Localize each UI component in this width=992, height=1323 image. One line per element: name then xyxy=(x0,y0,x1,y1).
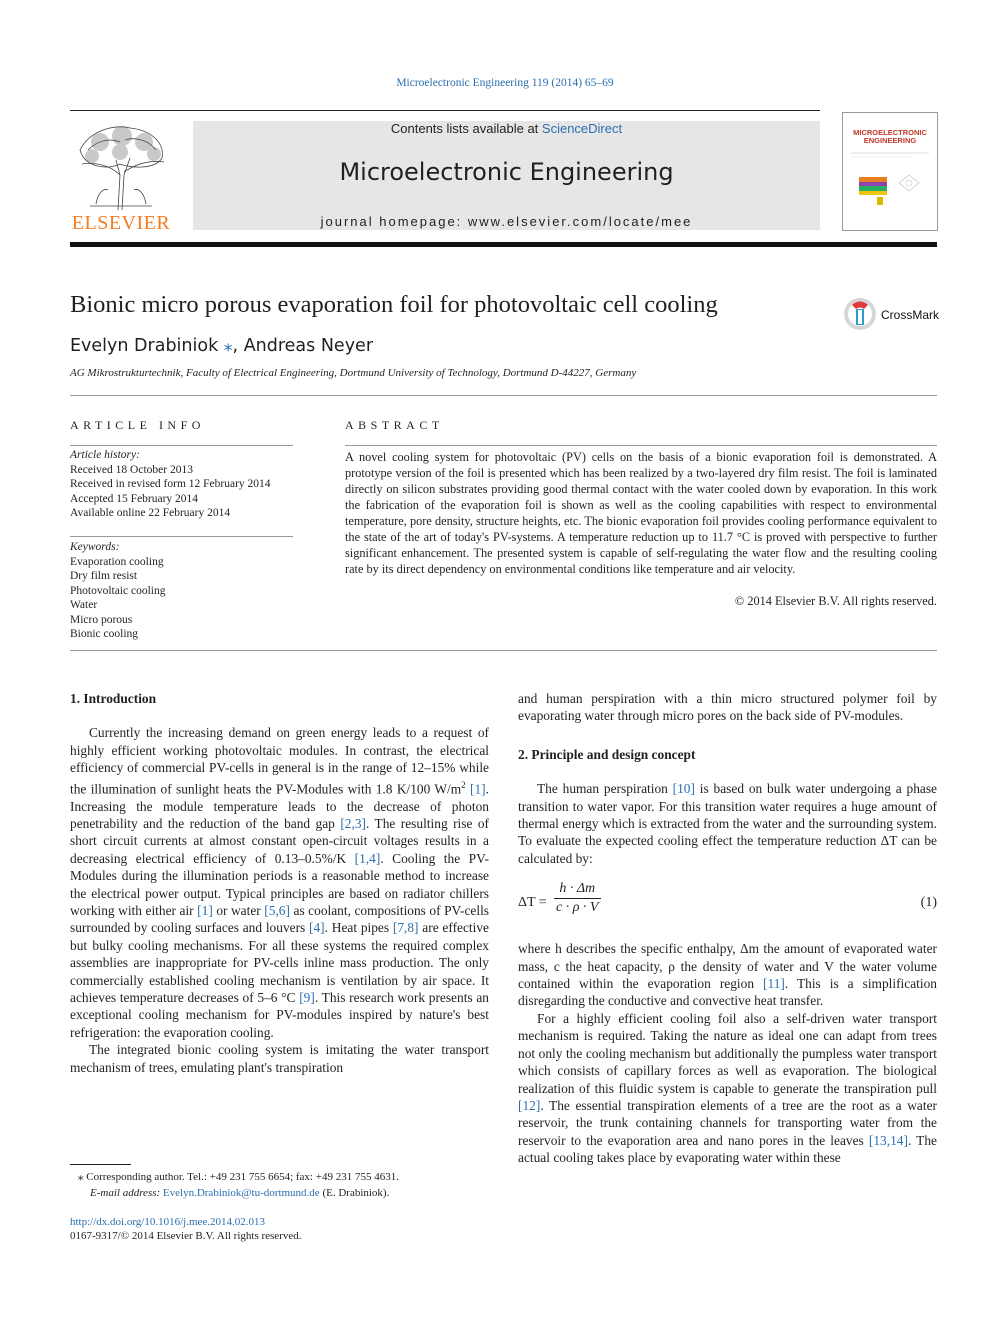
principle-text: is based on bulk water undergoing a phase transition to water vapor. For this transition water requires a huge amount of thermal energy which is extracted from the water and the surrounding system. To evaluate the expected cooling effect the temperature reduction ΔT can be calculated by: xyxy=(518,781,937,866)
keywords-label: Keywords: xyxy=(70,541,120,553)
abstract-text: A novel cooling system for photovoltaic (PV) cells on the basis of a bionic evaporation foil is demonstrated. A prototype version of the foil is presented which has been realized by a two-layered dry film resist. The foil is laminated directly on silicon substrates providing good thermal contact with the water cooled down by evaporation. In this work the fabrication of the evaporation foil is shown as well as the cooling capabilities with respect to environmental temperature, pore density, structure heights, etc. The bionic evaporation foil provides cooling performance equivalent to the state of the art of today's PV-systems. A temperature reduction up to 11.7 °C is proved with perspective to further significant enhancement. The presented system is capable of self-regulating the water flow and the resulting cooling rate by its direct dependency on environmental conditions like temperature and air velocity. xyxy=(345,450,937,576)
corresponding-author-note xyxy=(70,1170,500,1186)
principle-text: . This is a simplification disregarding the conductive and convective heat transfer. xyxy=(518,976,937,1009)
contents-line xyxy=(193,121,820,136)
cover-title-line2: ENGINEERING xyxy=(863,136,917,145)
abstract-heading: ABSTRACT xyxy=(345,418,444,432)
crossmark-icon xyxy=(843,297,877,331)
body-left-column xyxy=(70,690,489,1076)
abstract-rule xyxy=(345,445,937,446)
intro-text: Currently the increasing demand on green energy leads to a request of highly efficient working photovoltaic modules. In contrast, the electrical efficiency of commercial PV-cells in general is in the range of 12–15% while the illumination of sunlight heats the PV-Modules with 1.8 K/100 W/m xyxy=(70,725,489,797)
history-online: Available online 22 February 2014 xyxy=(70,507,231,519)
citation-link[interactable]: [1] xyxy=(470,781,486,797)
author-separator: , xyxy=(232,336,244,356)
affiliation-rule xyxy=(70,395,937,396)
keyword-item: Dry film resist xyxy=(70,570,138,582)
article-title: Bionic micro porous evaporation foil for photovoltaic cell cooling xyxy=(70,291,718,318)
elsevier-logo[interactable] xyxy=(70,120,172,232)
footnote-mark: ⁎ xyxy=(78,1171,84,1183)
affiliation: AG Mikrostrukturtechnik, Faculty of Electrical Engineering, Dortmund University of Technology, Dortmund D-44227, Germany xyxy=(70,367,637,379)
crossmark-badge[interactable] xyxy=(843,297,943,333)
intro-paragraph-1 xyxy=(70,724,489,1041)
keyword-item: Water xyxy=(70,599,98,611)
contents-prefix: Contents lists available at xyxy=(390,121,542,136)
journal-cover-thumbnail[interactable] xyxy=(842,112,938,231)
abstract-bottom-rule xyxy=(70,650,937,651)
intro-text: . The resulting rise of short circuit currents at almost constant open-circuit voltages results in a decreasing electrical efficiency of 0.13–0.5%/K xyxy=(70,815,490,866)
journal-homepage-link[interactable]: journal homepage: www.elsevier.com/locate/mee xyxy=(320,214,693,229)
intro-text: . Heat pipes xyxy=(324,920,393,936)
journal-reference-link[interactable]: Microelectronic Engineering 119 (2014) 65–69 xyxy=(396,77,614,89)
masthead-bottom-rule xyxy=(70,242,937,247)
citation-link[interactable]: [5,6] xyxy=(264,902,290,918)
citation-link[interactable]: [7,8] xyxy=(392,920,419,936)
principle-paragraph-1 xyxy=(518,780,937,867)
equation-denominator: c · ρ · V xyxy=(556,899,599,915)
journal-masthead xyxy=(193,121,820,230)
article-history xyxy=(70,448,295,521)
equation-numerator: h · Δm xyxy=(554,880,601,898)
citation-link[interactable]: [11] xyxy=(763,976,785,992)
citation-link[interactable]: [4] xyxy=(309,920,325,936)
citation-link[interactable]: [9] xyxy=(299,989,315,1005)
intro-text: as coolant, compositions of PV-cells surrounded by cooling surfaces and louvers xyxy=(70,902,489,936)
header-rule xyxy=(70,110,820,111)
email-label: E-mail address: xyxy=(90,1186,163,1199)
principle-text: . The essential transpiration elements of a tree are the root as a water reservoir, the trunk containing channels for transporting water from the reservoir to the evaporation area and nano pores in the leaves xyxy=(518,1097,937,1148)
email-suffix: (E. Drabiniok). xyxy=(319,1186,390,1199)
elsevier-tree-icon xyxy=(70,120,172,212)
crossmark-label: CrossMark xyxy=(881,308,940,322)
citation-link[interactable]: [1,4] xyxy=(354,850,381,866)
keyword-item: Bionic cooling xyxy=(70,628,139,640)
abstract-copyright: © 2014 Elsevier B.V. All rights reserved. xyxy=(734,594,937,608)
principle-text: For a highly efficient cooling foil also a self-driven water transport mechanism is required. Taking the nature as ideal one can adapt from trees not only the cooling mechanism but additionally the pumpless water transport which consists of capillary forces as well as evaporation. The biological realization of this fluidic system is capable to generate the transpiration pull xyxy=(518,1010,937,1096)
footnote xyxy=(70,1170,500,1201)
intro-text: or water xyxy=(212,902,265,918)
email-line xyxy=(70,1186,500,1202)
equation-1 xyxy=(518,880,937,930)
article-info-heading: ARTICLE INFO xyxy=(70,418,205,432)
author-list xyxy=(70,336,373,356)
author-2: Andreas Neyer xyxy=(243,336,374,356)
citation-link[interactable]: [12] xyxy=(518,1097,541,1113)
citation-link[interactable]: [1] xyxy=(197,902,213,918)
cover-title-line1: MICROELECTRONIC xyxy=(853,128,927,137)
history-accepted: Accepted 15 February 2014 xyxy=(70,492,199,505)
sciencedirect-link[interactable]: ScienceDirect xyxy=(541,121,623,136)
issn-line: 0167-9317/© 2014 Elsevier B.V. All rights reserved. xyxy=(70,1230,302,1242)
body-right-column xyxy=(518,690,937,1167)
footnote-text: Corresponding author. Tel.: +49 231 755 6654; fax: +49 231 755 4631. xyxy=(83,1171,399,1183)
email-link[interactable]: Evelyn.Drabiniok@tu-dortmund.de xyxy=(162,1186,320,1199)
section-heading-introduction: 1. Introduction xyxy=(70,691,157,706)
principle-text: The human perspiration xyxy=(537,781,673,797)
keyword-item: Micro porous xyxy=(70,613,133,626)
author-1: Evelyn Drabiniok xyxy=(70,336,219,356)
intro-text: . Cooling the PV-Modules during the illumination periods is a reasonable method to increase the electrical power output. Typical principles are based on radiator chillers working with either air xyxy=(70,850,490,918)
history-revised: Received in revised form 12 February 2014 xyxy=(70,478,271,490)
cover-graphic-icon xyxy=(843,113,937,230)
principle-paragraph-3 xyxy=(518,1010,937,1167)
section-heading-principle: 2. Principle and design concept xyxy=(518,746,696,762)
elsevier-wordmark: ELSEVIER xyxy=(71,212,171,234)
intro-text: . Increasing the module temperature leads to the decrease of photon penetrability and the reduction of the band gap xyxy=(70,781,489,831)
intro-paragraph-2: The integrated bionic cooling system is imitating the water transport mechanism of trees, emulating plant's transpiration xyxy=(70,1042,489,1075)
citation-link[interactable]: [13,14] xyxy=(868,1132,908,1148)
intro-text: are effective but bulky cooling mechanisms. For all these systems the required complex assemblies are inappropriate for PV-cells inline mass production. The only commercially established cooling mechanism is ventilation by air space. It achieves temperature decreases of 5–6 °C xyxy=(70,920,489,1005)
equation-lhs: ΔT = xyxy=(518,895,547,911)
intro-paragraph-2-continued: and human perspiration with a thin micro structured polymer foil by evaporating water through micro pores on the back side of PV-modules. xyxy=(518,691,937,724)
doi-link[interactable]: http://dx.doi.org/10.1016/j.mee.2014.02.013 xyxy=(70,1216,266,1228)
principle-text: . The actual cooling takes place by evaporating water within these xyxy=(518,1132,937,1166)
article-info-rule xyxy=(70,445,293,446)
journal-title: Microelectronic Engineering xyxy=(339,158,674,186)
citation-link[interactable]: [10] xyxy=(672,781,695,797)
intro-text: . This research work presents an exceptional cooling mechanism for PV-modules inspired by nature's best refrigeration: the evaporation cooling. xyxy=(70,989,489,1040)
history-label: Article history: xyxy=(70,449,140,461)
corresponding-author-mark[interactable]: ⁎ xyxy=(223,336,233,356)
keywords xyxy=(70,540,295,642)
principle-paragraph-2 xyxy=(518,940,937,1010)
footnote-rule xyxy=(70,1164,131,1165)
citation-link[interactable]: [2,3] xyxy=(340,815,366,831)
equation-fraction xyxy=(554,880,601,916)
equation-number: (1) xyxy=(920,895,937,911)
keyword-item: Photovoltaic cooling xyxy=(70,584,166,597)
history-received: Received 18 October 2013 xyxy=(70,463,193,476)
keyword-item: Evaporation cooling xyxy=(70,555,164,568)
keywords-rule xyxy=(70,536,293,537)
superscript: 2 xyxy=(461,779,466,790)
principle-text: where h describes the specific enthalpy, Δm the amount of evaporated water mass, c the heat capacity, ρ the density of water and V the water volume contained within the evaporation region xyxy=(518,941,937,992)
